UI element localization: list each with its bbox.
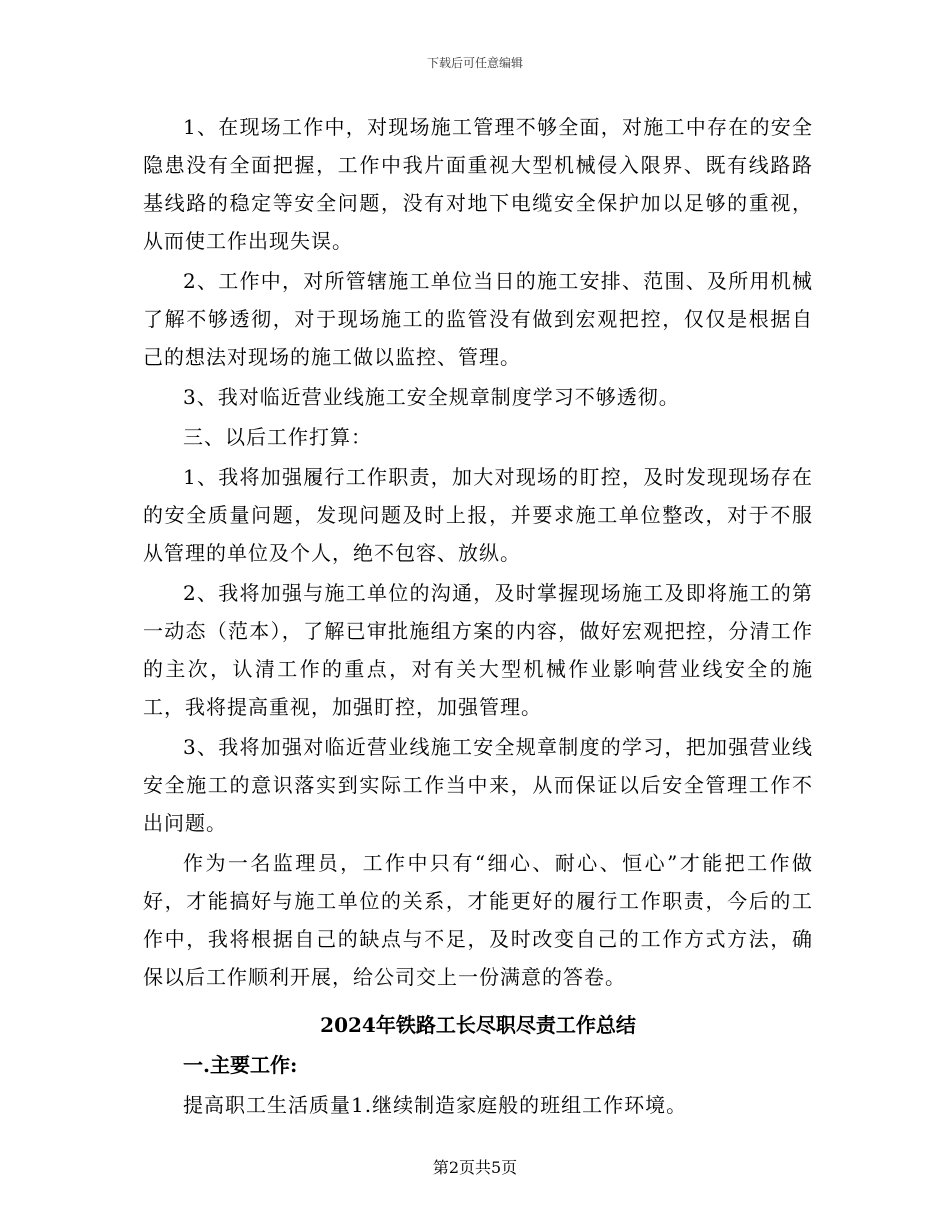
paragraph-1: 1、在现场工作中，对现场施工管理不够全面，对施工中存在的安全隐患没有全面把握，工作中我片面重视大型机械侵入限界、既有线路路基线路的稳定等安全问题，没有对地下电缆安全保护加以足够的重视，从而使工作出现失误。	[143, 115, 813, 253]
paragraph-2: 2、工作中，对所管辖施工单位当日的施工安排、范围、及所用机械了解不够透彻，对于现场施工的监管没有做到宏观把控，仅仅是根据自己的想法对现场的施工做以监控、管理。	[143, 269, 813, 369]
section-heading-future-plans: 三、以后工作打算：	[183, 425, 372, 449]
header-note: 下载后可任意编辑	[426, 56, 523, 70]
paragraph-3: 3、我对临近营业线施工安全规章制度学习不够透彻。	[183, 385, 680, 409]
paragraph-plan-1: 1、我将加强履行工作职责，加大对现场的盯控，及时发现现场存在的安全质量问题，发现问题及时上报，并要求施工单位整改，对于不服从管理的单位及个人，绝不包容、放纵。	[143, 465, 813, 565]
page-number-footer: 第2页共5页	[432, 1158, 518, 1177]
paragraph-conclusion: 作为一名监理员，工作中只有“细心、耐心、恒心”才能把工作做好，才能搞好与施工单位的关系，才能更好的履行工作职责，今后的工作中，我将根据自己的缺点与不足，及时改变自己的工作方式方法，确保以后工作顺利开展，给公司交上一份满意的答卷。	[143, 851, 813, 989]
paragraph-main-work-first-line: 提高职工生活质量1.继续制造家庭般的班组工作环境。	[183, 1093, 688, 1117]
document-body	[143, 108, 813, 1126]
paragraph-plan-3: 3、我将加强对临近营业线施工安全规章制度的学习，把加强营业线安全施工的意识落实到实际工作当中来，从而保证以后安全管理工作不出问题。	[143, 735, 813, 835]
second-document-title: 2024年铁路工长尽职尽责工作总结	[320, 1013, 636, 1037]
section-heading-main-work: 一.主要工作:	[183, 1053, 298, 1077]
paragraph-plan-2: 2、我将加强与施工单位的沟通，及时掌握现场施工及即将施工的第一动态（范本），了解已审批施组方案的内容，做好宏观把控，分清工作的主次，认清工作的重点，对有关大型机械作业影响营业线安全的施工，我将提高重视，加强盯控，加强管理。	[143, 581, 813, 719]
